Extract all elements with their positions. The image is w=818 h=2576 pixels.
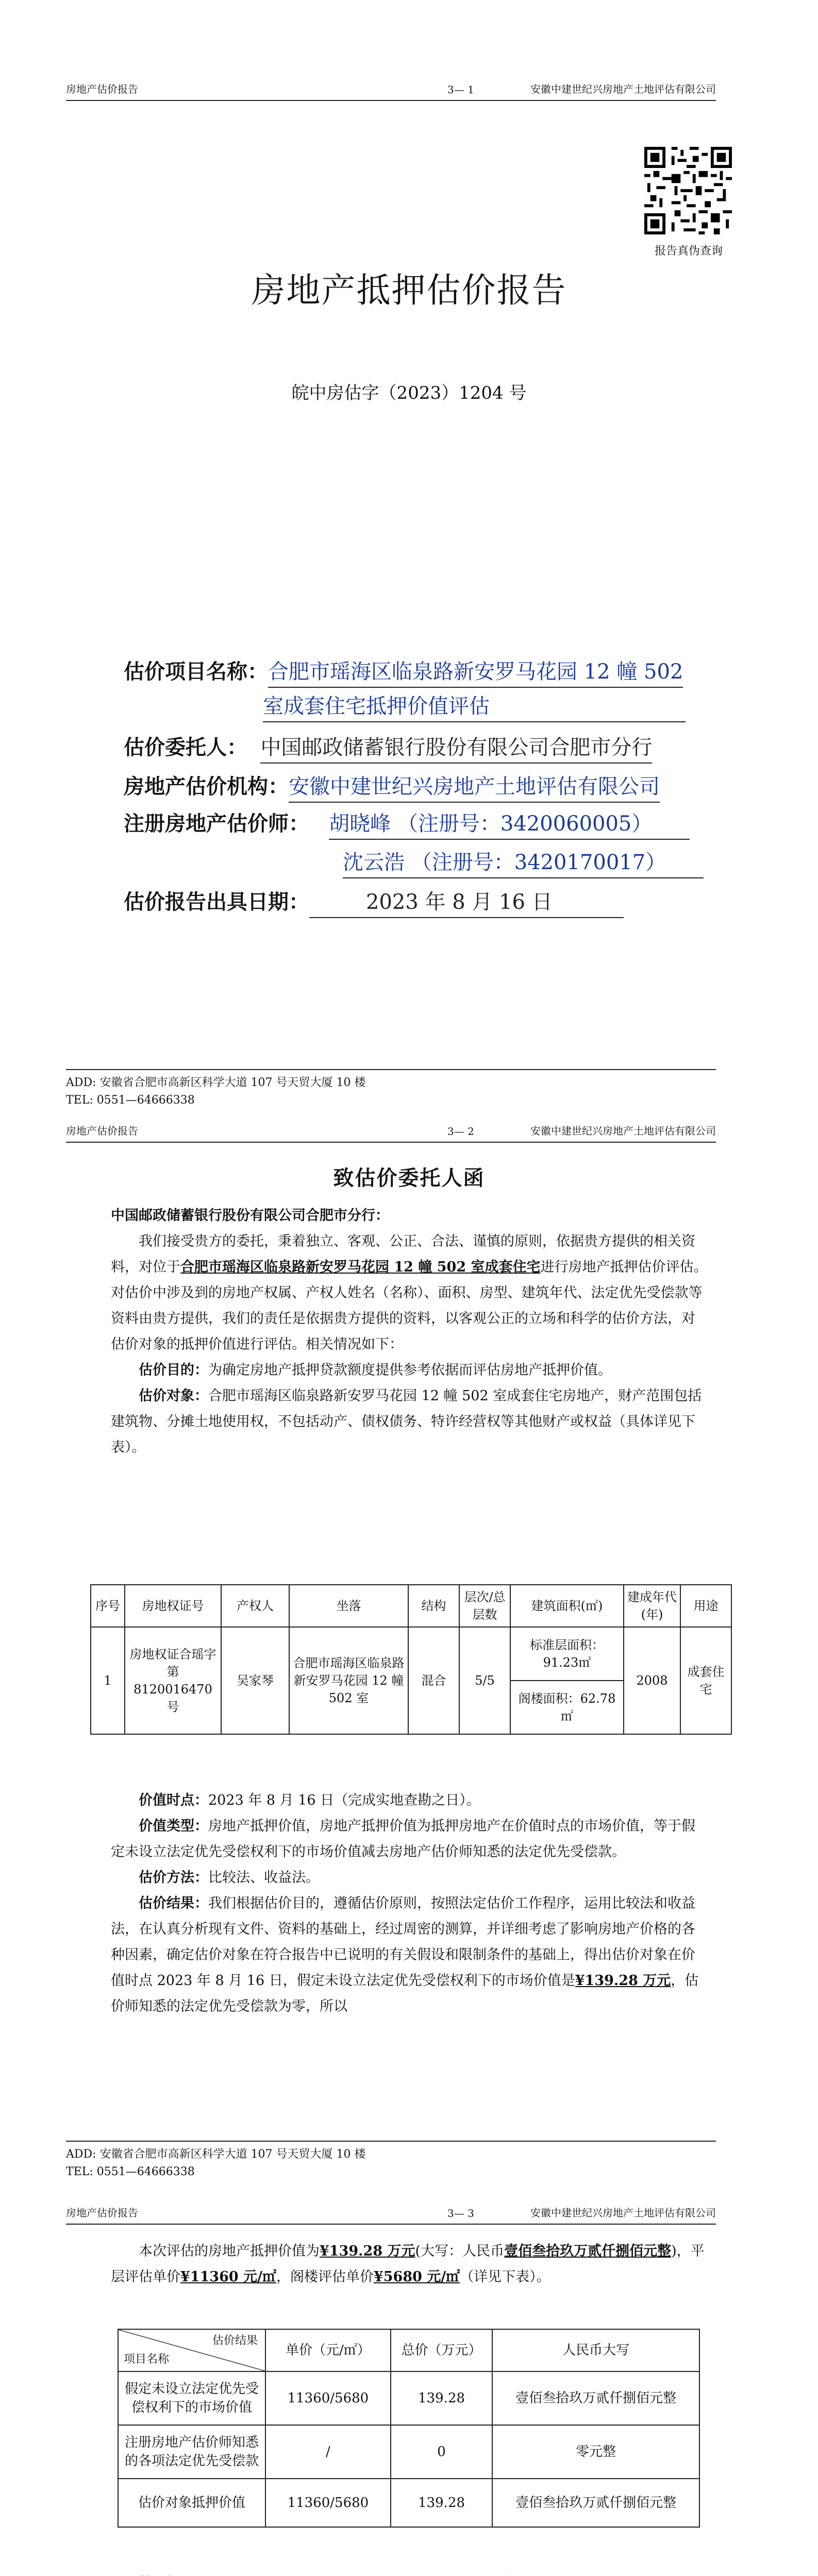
- document-number: 皖中房估字（2023）1204 号: [291, 383, 527, 403]
- summary-tail: （详见下表）。: [460, 2269, 550, 2285]
- col-total-price: 总价（万元）: [391, 2329, 492, 2371]
- cell-location: 合肥市瑶海区临泉路新安罗马花园 12 幢 502 室: [289, 1627, 408, 1734]
- header-left: 房地产估价报告: [66, 1125, 138, 1137]
- table-row: [118, 2371, 699, 2425]
- result-paragraph: [111, 1891, 709, 2020]
- report-title: 房地产抵押估价报告: [251, 270, 567, 310]
- col-header: 用途: [680, 1585, 731, 1627]
- col-header: 房地权证号: [125, 1585, 221, 1627]
- header-left: 房地产估价报告: [66, 2207, 138, 2219]
- header-page-number: 3— 2: [447, 1125, 474, 1138]
- intro-pre: 我们接受贵方的委托，秉着独立、客观、公正、合法、谨慎的原则，依据贵方提供的相关资料，对位于: [111, 1233, 695, 1275]
- valuation-date-label: 价值时点：: [139, 1792, 208, 1808]
- intro-post: 进行房地产抵押估价评估。对估价中涉及到的房地产权属、产权人姓名（名称）、面积、房型、建筑年代、法定优先受偿款等资料由贵方提供，我们的责任是依据贵方提供的资料，以客观公正的立场和科学的估价方法，对估价对象的抵押价值进行评估。相关情况如下：: [111, 1259, 708, 1352]
- property-table: [90, 1584, 732, 1735]
- col-rmb: 人民币大写: [492, 2329, 699, 2371]
- header-company: 安徽中建世纪兴房地产土地评估有限公司: [530, 2207, 716, 2219]
- appraiser-1: 胡晓峰 （注册号：3420060005）: [329, 809, 690, 840]
- result-label: 估价结果：: [139, 1895, 208, 1911]
- col-unit-price: 单价（元/㎡）: [265, 2329, 391, 2371]
- purpose-paragraph: [111, 1358, 709, 1383]
- col-header: 层次/总层数: [459, 1585, 510, 1627]
- row-total: 0: [391, 2425, 492, 2479]
- table-row: [118, 2479, 699, 2527]
- appraiser-row: [124, 809, 690, 840]
- qr-code[interactable]: [644, 147, 732, 234]
- summary-price-flat: ¥11360 元/㎡: [180, 2269, 276, 2285]
- page-header: [66, 76, 716, 101]
- cell-cert: 房地权证合瑶字第 8120016470 号: [125, 1627, 221, 1734]
- row-total: 139.28: [391, 2371, 492, 2425]
- value-type-paragraph: [111, 1814, 709, 1865]
- appraiser-2: 沈云浩 （注册号：3420170017）: [343, 848, 704, 878]
- agency-row: [124, 772, 660, 803]
- summary-mid3: ，阁楼评估单价: [276, 2269, 374, 2285]
- footer-address: ADD: 安徽省合肥市高新区科学大道 107 号天贸大厦 10 楼: [66, 2148, 366, 2161]
- special-paragraph: [111, 2571, 709, 2576]
- valuation-date-paragraph: [111, 1788, 709, 1814]
- header-page-number: 3— 1: [447, 83, 474, 96]
- purpose-label: 估价目的：: [139, 1362, 208, 1378]
- intro-paragraph: [111, 1229, 709, 1358]
- cell-no: 1: [91, 1627, 125, 1734]
- summary-total: ¥139.28 万元: [320, 2243, 415, 2259]
- page-header: [66, 2200, 716, 2225]
- cell-area-attic: 阁楼面积：62.78㎡: [510, 1681, 624, 1734]
- col-header: 坐落: [289, 1585, 408, 1627]
- row-rmb: 零元整: [492, 2425, 699, 2479]
- result-tail: ，估价师知悉的法定优先受偿款为零，所以: [111, 1973, 699, 2014]
- addressee: 中国邮政储蓄银行股份有限公司合肥市分行：: [111, 1208, 389, 1224]
- method-label: 估价方法：: [139, 1870, 208, 1886]
- page-header: [66, 1118, 716, 1143]
- col-header: 产权人: [221, 1585, 289, 1627]
- cell-area-standard: 标准层面积：91.23㎡: [510, 1627, 624, 1681]
- project-name-line1: 合肥市瑶海区临泉路新安罗马花园 12 幢 502: [268, 657, 683, 688]
- client-label: 估价委托人：: [124, 735, 247, 759]
- result-value: ¥139.28 万元: [575, 1973, 671, 1989]
- letter-details: [111, 1788, 709, 2020]
- method-text: 比较法、收益法。: [208, 1870, 320, 1886]
- corner-bottom: 项目名称: [124, 2353, 170, 2366]
- appraiser-row2: [343, 848, 704, 878]
- row-rmb: 壹佰叁拾玖万贰仟捌佰元整: [492, 2479, 699, 2527]
- table-row: [118, 2425, 699, 2479]
- report-date-value: 2023 年 8 月 16 日: [309, 887, 624, 918]
- agency-label: 房地产估价机构：: [124, 774, 289, 799]
- header-page-number: 3— 3: [447, 2207, 474, 2219]
- row-unit: 11360/5680: [265, 2479, 391, 2527]
- row-rmb: 壹佰叁拾玖万贰仟捌佰元整: [492, 2371, 699, 2425]
- agency-value: 安徽中建世纪兴房地产土地评估有限公司: [289, 772, 660, 803]
- header-company: 安徽中建世纪兴房地产土地评估有限公司: [530, 83, 716, 95]
- letter-intro: [111, 1203, 709, 1461]
- cell-floors: 5/5: [459, 1627, 510, 1734]
- project-name-row: [124, 657, 683, 688]
- project-name-row2: [263, 691, 686, 722]
- row-name: 估价对象抵押价值: [118, 2479, 265, 2527]
- summary-mid2: )，平层评估单价: [111, 2243, 705, 2285]
- summary-upper: 壹佰叁拾玖万贰仟捌佰元整: [504, 2243, 672, 2259]
- header-company: 安徽中建世纪兴房地产土地评估有限公司: [530, 1125, 716, 1137]
- footer-tel: TEL: 0551—64666338: [66, 1094, 195, 1107]
- client-row: [124, 733, 652, 764]
- col-header: 建成年代(年): [624, 1585, 680, 1627]
- letter-title: 致估价委托人函: [333, 1166, 485, 1190]
- intro-object: 合肥市瑶海区临泉路新安罗马花园 12 幢 502 室成套住宅: [180, 1259, 541, 1275]
- header-left: 房地产估价报告: [66, 83, 138, 95]
- cell-usage: 成套住宅: [680, 1627, 731, 1734]
- row-name: 假定未设立法定优先受偿权利下的市场价值: [118, 2371, 265, 2425]
- col-header: 建筑面积(㎡): [510, 1585, 624, 1627]
- row-unit: 11360/5680: [265, 2371, 391, 2425]
- project-name-label: 估价项目名称：: [124, 659, 268, 684]
- valuation-date-text: 2023 年 8 月 16 日（完成实地查勘之日）。: [208, 1792, 480, 1808]
- result-page: [0, 2190, 818, 2576]
- client-value: 中国邮政储蓄银行股份有限公司合肥市分行: [260, 733, 652, 764]
- summary-pre: 本次评估的房地产抵押价值为: [139, 2243, 320, 2259]
- summary-paragraph: [111, 2239, 709, 2290]
- cell-year: 2008: [624, 1627, 680, 1734]
- col-header: 序号: [91, 1585, 125, 1627]
- summary: [111, 2239, 709, 2290]
- method-paragraph: [111, 1865, 709, 1891]
- result-text: 我们根据估价目的，遵循估价原则，按照法定估价工作程序，运用比较法和收益法，在认真分析现有文件、资料的基础上，经过周密的测算，并详细考虑了影响房地产价格的各种因素，确定估价对象在符合报告中已说明的有关假设和限制条件的基础上，得出估价对象在价值时点 2023 年 8 月 16 日，假定未设立法定优先受偿权利下的市场价值是: [111, 1895, 695, 1989]
- purpose-text: 为确定房地产抵押贷款额度提供参考依据而评估房地产抵押价值。: [208, 1362, 612, 1378]
- summary-mid: (大写：人民币: [415, 2243, 505, 2259]
- row-total: 139.28: [391, 2479, 492, 2527]
- object-text: 合肥市瑶海区临泉路新安罗马花园 12 幢 502 室成套住宅房地产，财产范围包括建筑物、分摊土地使用权，不包括动产、债权债务、特许经营权等其他财产或权益（具体详见下表）。: [111, 1388, 702, 1455]
- footer-tel: TEL: 0551—64666338: [66, 2165, 195, 2178]
- corner-top: 估价结果: [212, 2334, 258, 2347]
- report-date-label: 估价报告出具日期：: [124, 890, 309, 914]
- summary-price-attic: ¥5680 元/㎡: [373, 2269, 460, 2285]
- project-name-line2: 室成套住宅抵押价值评估: [263, 691, 686, 722]
- row-name: 注册房地产估价师知悉的各项法定优先受偿款: [118, 2425, 265, 2479]
- page-footer: [66, 2141, 716, 2181]
- cell-structure: 混合: [408, 1627, 459, 1734]
- cover-page: [0, 0, 818, 1108]
- page-footer: [66, 1069, 716, 1109]
- object-label: 估价对象：: [139, 1388, 208, 1404]
- object-paragraph: [111, 1383, 709, 1461]
- value-type-label: 价值类型：: [139, 1818, 208, 1834]
- value-type-text: 房地产抵押价值，房地产抵押价值为抵押房地产在价值时点的市场价值，等于假定未设立法定优先受偿权利下的市场价值减去房地产估价师知悉的法定优先受偿款。: [111, 1818, 695, 1860]
- col-header: 结构: [408, 1585, 459, 1627]
- table-row: [91, 1627, 731, 1681]
- report-date-row: [124, 887, 624, 918]
- corner-header: [118, 2329, 265, 2371]
- qr-caption: 报告真伪查询: [654, 245, 723, 258]
- footer-address: ADD: 安徽省合肥市高新区科学大道 107 号天贸大厦 10 楼: [66, 1076, 366, 1089]
- row-unit: /: [265, 2425, 391, 2479]
- valuation-result-table: [118, 2329, 700, 2528]
- letter-page: [0, 1108, 818, 2190]
- appraiser-label: 注册房地产估价师：: [124, 811, 309, 836]
- special-note: [111, 2571, 709, 2576]
- cell-owner: 吴家琴: [221, 1627, 289, 1734]
